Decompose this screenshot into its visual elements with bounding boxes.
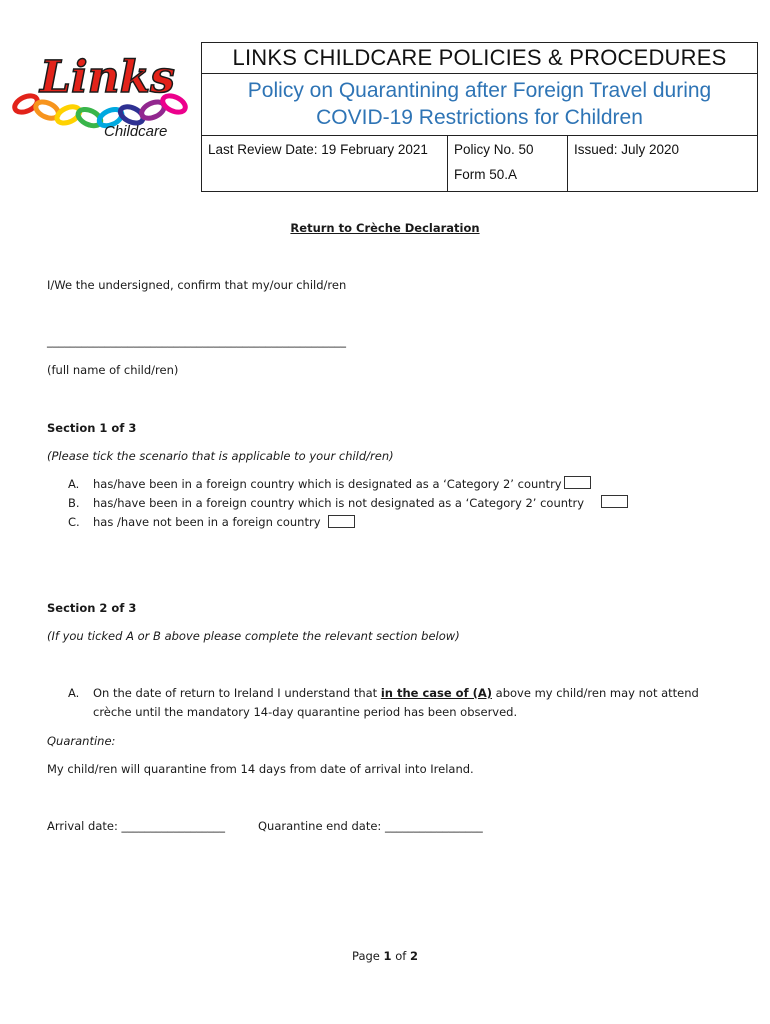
- section-2-item-emphasis: in the case of (A): [380, 686, 492, 700]
- section-2-item-post: above my child/ren may not attend: [492, 686, 699, 700]
- policy-subtitle: Policy on Quarantining after Foreign Travel during COVID-19 Restrictions for Children: [202, 74, 758, 136]
- option-a-letter: A.: [68, 477, 80, 491]
- option-b: [68, 496, 584, 510]
- page-total: 2: [409, 949, 418, 963]
- page-word: Page: [352, 949, 380, 963]
- section-1-instruction: (Please tick the scenario that is applicable to your child/ren): [47, 449, 394, 463]
- last-review-date: Last Review Date: 19 February 2021: [208, 142, 428, 157]
- option-c-letter: C.: [68, 515, 80, 529]
- section-1-title: Section 1 of 3: [47, 421, 137, 435]
- option-b-checkbox[interactable]: [601, 495, 628, 508]
- section-2-item-line-2: crèche until the mandatory 14-day quarantine period has been observed.: [93, 705, 518, 719]
- policy-main-title: LINKS CHILDCARE POLICIES & PROCEDURES: [202, 43, 758, 74]
- logo-subtitle: Childcare: [104, 123, 168, 140]
- intro-text: I/We the undersigned, confirm that my/our child/ren: [47, 278, 347, 292]
- arrival-date-field[interactable]: Arrival date: __________________: [47, 819, 225, 833]
- quarantine-text: My child/ren will quarantine from 14 days from date of arrival into Ireland.: [47, 762, 474, 776]
- option-a-checkbox[interactable]: [564, 476, 591, 489]
- option-c: [68, 515, 321, 529]
- logo-graphic: [8, 46, 193, 156]
- child-name-line[interactable]: ____________________________________________________: [47, 334, 346, 348]
- quarantine-end-date-field[interactable]: Quarantine end date: _________________: [258, 819, 483, 833]
- section-2-item-pre: On the date of return to Ireland I understand that: [93, 686, 381, 700]
- option-a: [68, 477, 562, 491]
- policy-number-cell: [448, 136, 568, 192]
- last-review-cell: [202, 136, 448, 192]
- section-2-item-a: [68, 686, 699, 700]
- option-b-text: has/have been in a foreign country which is not designated as a ‘Category 2’ country: [93, 496, 585, 510]
- quarantine-label: Quarantine:: [47, 734, 116, 748]
- option-c-checkbox[interactable]: [328, 515, 355, 528]
- form-number: Form 50.A: [454, 167, 518, 182]
- page-current: 1: [383, 949, 392, 963]
- links-childcare-logo: [8, 46, 193, 156]
- issued-cell: [568, 136, 758, 192]
- option-b-letter: B.: [68, 496, 80, 510]
- child-name-caption: (full name of child/ren): [47, 363, 179, 377]
- page-footer: [0, 949, 770, 963]
- option-c-text: has /have not been in a foreign country: [93, 515, 321, 529]
- option-a-text: has/have been in a foreign country which is designated as a ‘Category 2’ country: [93, 477, 562, 491]
- section-2-instruction: (If you ticked A or B above please complete the relevant section below): [47, 629, 460, 643]
- section-2-item-letter: A.: [68, 686, 80, 700]
- policy-header-table: [201, 42, 758, 192]
- section-2-title: Section 2 of 3: [47, 601, 137, 615]
- policy-number: Policy No. 50: [454, 142, 534, 157]
- form-heading: Return to Crèche Declaration: [290, 221, 480, 235]
- logo-wordmark: Links: [40, 52, 175, 103]
- issued-date: Issued: July 2020: [574, 142, 680, 157]
- page-of: of: [395, 949, 407, 963]
